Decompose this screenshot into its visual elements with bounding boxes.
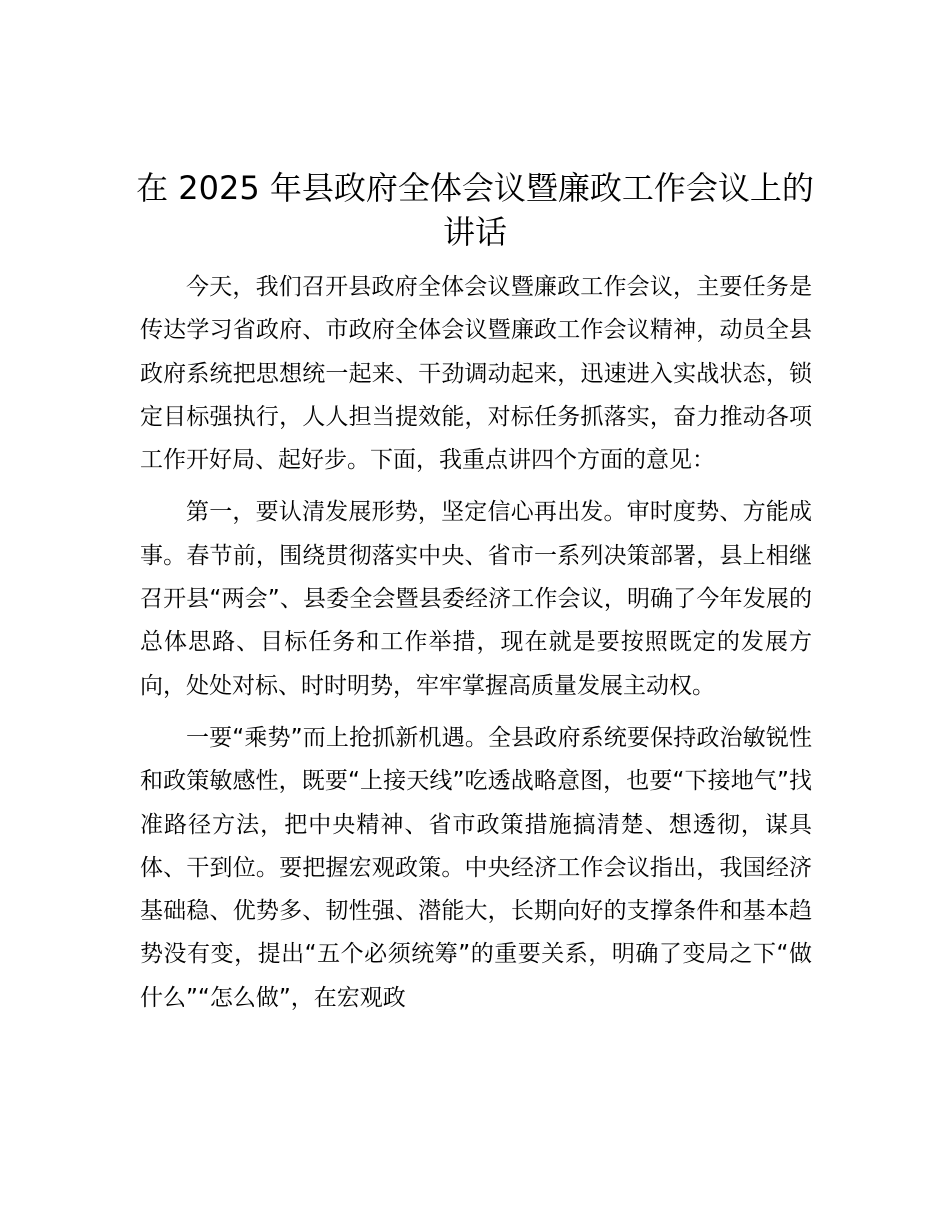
document-title: 在 2025 年县政府全体会议暨廉政工作会议上的讲话 — [136, 169, 814, 251]
document-body — [140, 266, 812, 1029]
paragraph-intro: 今天，我们召开县政府全体会议暨廉政工作会议，主要任务是传达学习省政府、市政府全体会议暨廉政工作会议精神，动员全县政府系统把思想统一起来、干劲调动起来，迅速进入实战状态，锁定目标强执行，人人担当提效能，对标任务抓落实，奋力推动各项工作开好局、起好步。下面，我重点讲四个方面的意见： — [140, 274, 812, 474]
paragraph-point-one: 一要“乘势”而上抢抓新机遇。全县政府系统要保持政治敏锐性和政策敏感性，既要“上接天线”吃透战略意图，也要“下接地气”找准路径方法，把中央精神、省市政策措施搞清楚、想透彻，谋具体、干到位。要把握宏观政策。中央经济工作会议指出，我国经济基础稳、优势多、韧性强、潜能大，长期向好的支撑条件和基本趋势没有变，提出“五个必须统筹”的重要关系，明确了变局之下“做什么”“怎么做”，在宏观政 — [140, 724, 812, 1011]
paragraph-section-one: 第一，要认清发展形势，坚定信心再出发。审时度势、方能成事。春节前，围绕贯彻落实中央、省市一系列决策部署，县上相继召开县“两会”、县委全会暨县委经济工作会议，明确了今年发展的总体思路、目标任务和工作举措，现在就是要按照既定的发展方向，处处对标、时时明势，牢牢掌握高质量发展主动权。 — [140, 499, 812, 699]
